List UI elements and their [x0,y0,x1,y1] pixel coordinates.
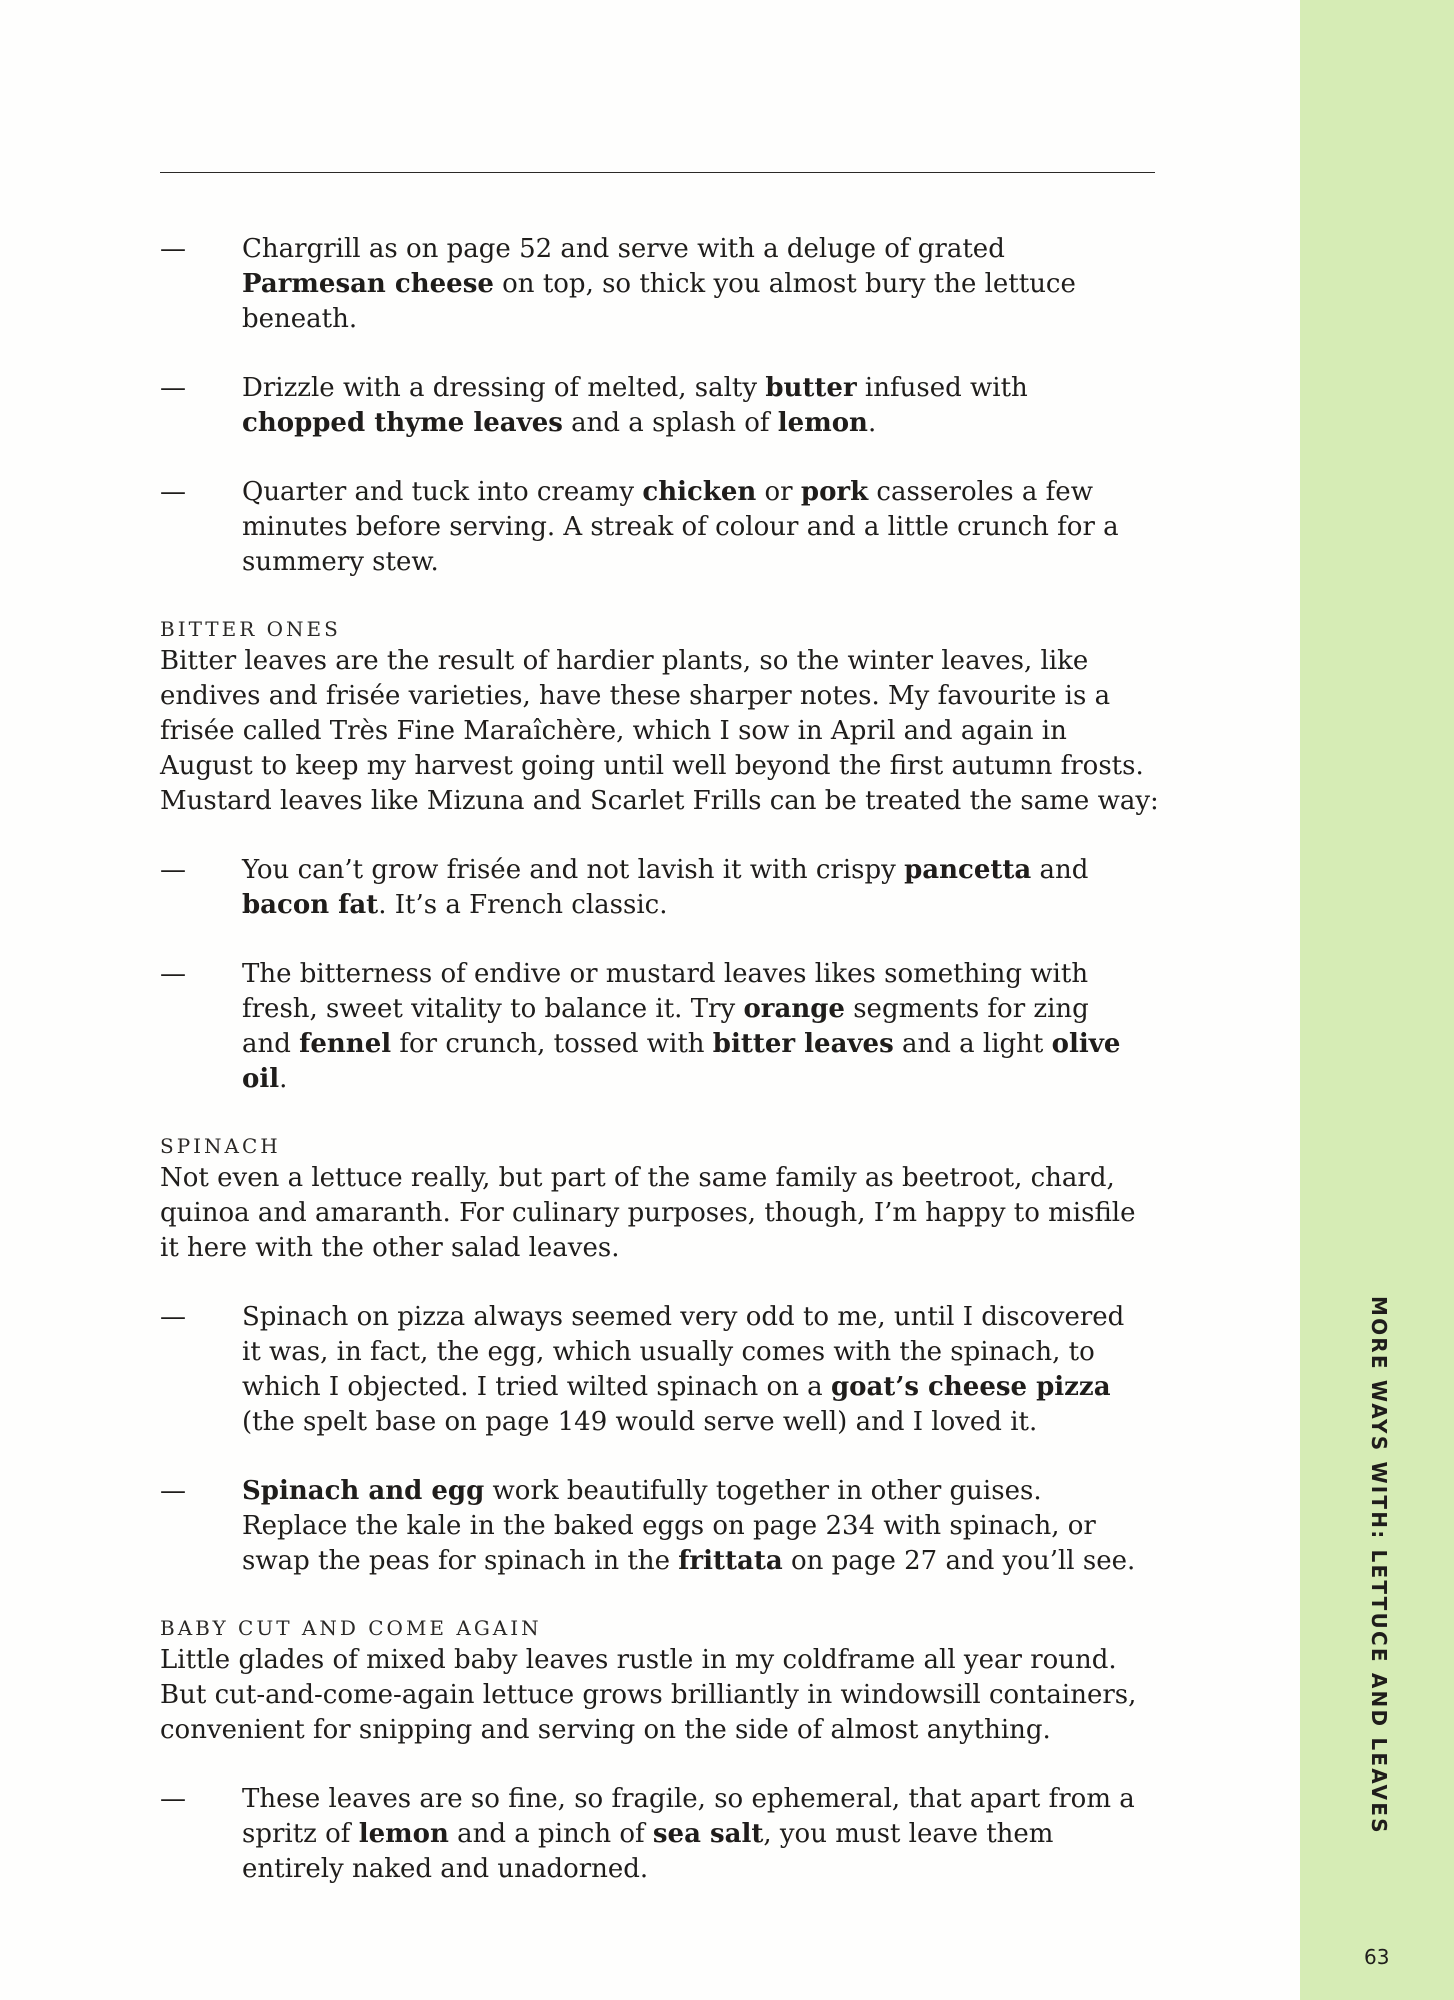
bullet-spinach-pizza [160,1300,1160,1440]
bullet-baby-leaves [160,1782,1160,1887]
chapter-side-title-text: MORE WAYS WITH: LETTUCE AND LEAVES [1367,1296,1391,1835]
bullet-text: Drizzle with a dressing of melted, salty butter infused with chopped thyme leaves and a splash of lemon. [242,373,1028,438]
dash-marker: — [160,234,186,264]
bullet-text: Spinach and egg work beautifully together in other guises. Replace the kale in the baked eggs on page 234 with spinach, or swap the peas for spinach in the frittata on page 27 and you’ll see. [242,1476,1136,1576]
section-heading-bitter-ones: BITTER ONES [160,617,341,641]
dash-marker: — [160,855,186,885]
bullet-text: Quarter and tuck into creamy chicken or pork casseroles a few minutes before serving. A streak of colour and a little crunch for a summery stew. [242,477,1119,577]
bullet-endive-orange [160,957,1160,1097]
section-heading-spinach: SPINACH [160,1134,281,1158]
dash-marker: — [160,1302,186,1332]
dash-marker: — [160,373,186,403]
dash-marker: — [160,1476,186,1506]
page-body [160,232,1160,1921]
bullet-frisee-pancetta [160,853,1160,923]
section-paragraph-baby-cut: Little glades of mixed baby leaves rustle in my coldframe all year round. But cut-and-come-again lettuce grows brilliantly in windowsill containers, convenient for snipping and serving on the side of almost anything. [160,1645,1137,1745]
top-rule [160,172,1155,173]
bullet-text: Spinach on pizza always seemed very odd to me, until I discovered it was, in fact, the egg, which usually comes with the spinach, to which I objected. I tried wilted spinach on a goat’s cheese pizza (the spelt base on page 149 would serve well) and I loved it. [242,1302,1125,1437]
bullet-text: The bitterness of endive or mustard leaves likes something with fresh, sweet vitality to balance it. Try orange segments for zing and fennel for crunch, tossed with bitter leaves and a light olive oil. [242,959,1121,1094]
bullet-chargrill [160,232,1160,337]
bullet-spinach-egg [160,1474,1160,1579]
dash-marker: — [160,477,186,507]
bullet-casseroles [160,475,1160,580]
bullet-butter-dressing [160,371,1160,441]
section-paragraph-spinach: Not even a lettuce really, but part of the same family as beetroot, chard, quinoa and amaranth. For culinary purposes, though, I’m happy to misfile it here with the other salad leaves. [160,1163,1136,1263]
section-paragraph-bitter-ones: Bitter leaves are the result of hardier plants, so the winter leaves, like endives and frisée varieties, have these sharper notes. My favourite is a frisée called Très Fine Maraîchère, which I sow in April and again in August to keep my harvest going until well beyond the first autumn frosts. Mustard leaves like Mizuna and Scarlet Frills can be treated the same way: [160,646,1159,816]
bullet-text: You can’t grow frisée and not lavish it with crispy pancetta and bacon fat. It’s a French classic. [242,855,1089,920]
dash-marker: — [160,959,186,989]
chapter-side-title [1300,1296,1454,1836]
bullet-text: These leaves are so fine, so fragile, so ephemeral, that apart from a spritz of lemon and a pinch of sea salt, you must leave them entirely naked and unadorned. [242,1784,1135,1884]
dash-marker: — [160,1784,186,1814]
section-heading-baby-cut: BABY CUT AND COME AGAIN [160,1616,542,1640]
bullet-text: Chargrill as on page 52 and serve with a deluge of grated Parmesan cheese on top, so thick you almost bury the lettuce beneath. [242,234,1076,334]
page-number: 63 [1364,1945,1390,1969]
